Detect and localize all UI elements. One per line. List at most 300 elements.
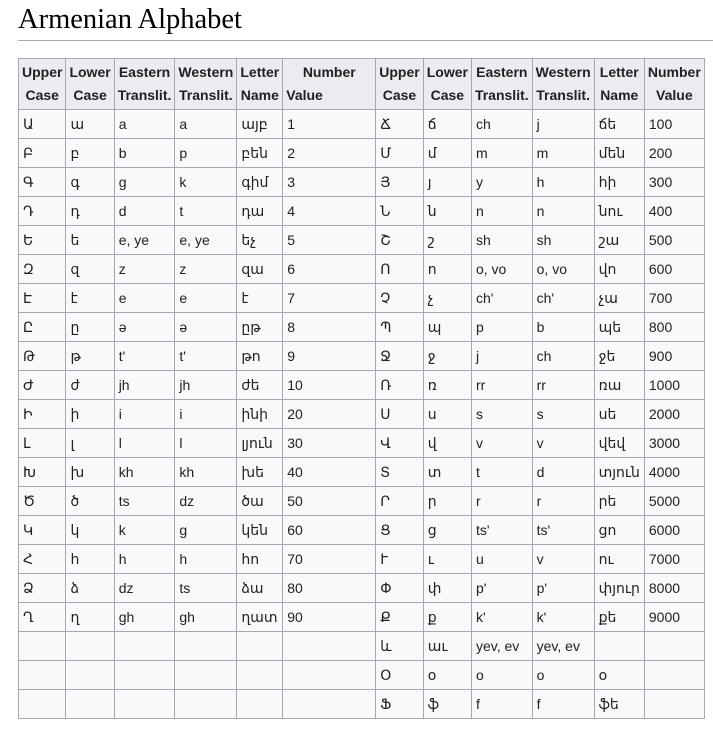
cell-left-western-translit: dz [175, 487, 237, 516]
cell-right-lower-case: ճ [423, 110, 471, 139]
cell-right-lower-case: ք [423, 603, 471, 632]
cell-right-upper-case: Օ [376, 661, 423, 690]
cell-right-letter-name: քե [594, 603, 644, 632]
cell-right-eastern-translit: m [471, 139, 532, 168]
cell-right-western-translit: k' [532, 603, 594, 632]
cell-left-number-value: 30 [283, 429, 376, 458]
cell-left-number-value: 90 [283, 603, 376, 632]
cell-left-eastern-translit [114, 632, 175, 661]
cell-left-eastern-translit: g [114, 168, 175, 197]
cell-right-letter-name: տյուն [594, 458, 644, 487]
header-line-1: Western [535, 64, 591, 80]
cell-right-eastern-translit: rr [471, 371, 532, 400]
cell-left-number-value: 70 [283, 545, 376, 574]
column-header-left-eastern-translit [114, 59, 175, 110]
cell-right-lower-case: փ [423, 574, 471, 603]
cell-left-eastern-translit: b [114, 139, 175, 168]
header-line-2: Case [73, 87, 107, 103]
cell-right-number-value: 4000 [644, 458, 704, 487]
cell-right-upper-case: Ճ [376, 110, 423, 139]
cell-left-number-value [283, 690, 376, 719]
cell-left-letter-name: թո [237, 342, 283, 371]
cell-left-letter-name: է [237, 284, 283, 313]
cell-left-western-translit: p [175, 139, 237, 168]
cell-right-number-value: 400 [644, 197, 704, 226]
cell-left-lower-case: թ [66, 342, 114, 371]
cell-right-eastern-translit: y [471, 168, 532, 197]
cell-right-upper-case: Ս [376, 400, 423, 429]
cell-right-western-translit: sh [532, 226, 594, 255]
cell-left-eastern-translit: e [114, 284, 175, 313]
cell-right-lower-case: ն [423, 197, 471, 226]
table-row [19, 139, 705, 168]
cell-left-western-translit: i [175, 400, 237, 429]
cell-right-lower-case: ւ [423, 545, 471, 574]
table-row [19, 516, 705, 545]
cell-left-lower-case: զ [66, 255, 114, 284]
cell-right-eastern-translit: yev, ev [471, 632, 532, 661]
column-header-right-number-value [644, 59, 704, 110]
cell-right-eastern-translit: ch [471, 110, 532, 139]
header-line-1: Number [302, 64, 356, 80]
cell-left-letter-name: խե [237, 458, 283, 487]
cell-left-western-translit [175, 632, 237, 661]
page-title: Armenian Alphabet [18, 4, 242, 35]
cell-right-western-translit: v [532, 545, 594, 574]
cell-right-western-translit: f [532, 690, 594, 719]
header-line-1: Western [178, 64, 234, 80]
cell-right-number-value: 500 [644, 226, 704, 255]
cell-left-lower-case: լ [66, 429, 114, 458]
cell-left-western-translit: ə [175, 313, 237, 342]
cell-right-lower-case: օ [423, 661, 471, 690]
header-line-1: Upper [379, 64, 420, 80]
cell-right-upper-case: Վ [376, 429, 423, 458]
cell-right-upper-case: Փ [376, 574, 423, 603]
cell-right-letter-name: ճե [594, 110, 644, 139]
cell-right-number-value: 6000 [644, 516, 704, 545]
cell-right-number-value [644, 690, 704, 719]
cell-left-letter-name: ժե [237, 371, 283, 400]
cell-left-number-value [283, 661, 376, 690]
cell-left-lower-case: խ [66, 458, 114, 487]
cell-right-eastern-translit: t [471, 458, 532, 487]
cell-right-number-value: 200 [644, 139, 704, 168]
cell-left-eastern-translit: ts [114, 487, 175, 516]
cell-right-western-translit: d [532, 458, 594, 487]
cell-right-western-translit: p' [532, 574, 594, 603]
header-line-2: Value [656, 87, 693, 103]
cell-left-upper-case: Ա [19, 110, 66, 139]
table-row [19, 313, 705, 342]
cell-right-upper-case: Ֆ [376, 690, 423, 719]
cell-right-lower-case: յ [423, 168, 471, 197]
cell-left-lower-case: ը [66, 313, 114, 342]
cell-left-western-translit: e, ye [175, 226, 237, 255]
cell-right-lower-case: վ [423, 429, 471, 458]
cell-right-letter-name: ջե [594, 342, 644, 371]
cell-left-lower-case [66, 661, 114, 690]
cell-left-eastern-translit: jh [114, 371, 175, 400]
cell-left-letter-name [237, 661, 283, 690]
cell-right-lower-case: ֆ [423, 690, 471, 719]
cell-right-letter-name: չա [594, 284, 644, 313]
cell-left-number-value: 1 [283, 110, 376, 139]
cell-left-upper-case [19, 661, 66, 690]
cell-left-upper-case: Կ [19, 516, 66, 545]
cell-right-western-translit: j [532, 110, 594, 139]
header-row [19, 59, 705, 110]
cell-left-letter-name: հո [237, 545, 283, 574]
table-row [19, 168, 705, 197]
cell-left-eastern-translit: ə [114, 313, 175, 342]
cell-right-upper-case: Ն [376, 197, 423, 226]
cell-left-eastern-translit: a [114, 110, 175, 139]
cell-right-letter-name: շա [594, 226, 644, 255]
cell-left-upper-case [19, 690, 66, 719]
cell-left-letter-name: գիմ [237, 168, 283, 197]
column-header-left-number-value [283, 59, 376, 110]
cell-right-number-value: 100 [644, 110, 704, 139]
table-row [19, 632, 705, 661]
cell-left-letter-name: զա [237, 255, 283, 284]
cell-left-lower-case: ձ [66, 574, 114, 603]
cell-right-eastern-translit: k' [471, 603, 532, 632]
cell-right-number-value: 300 [644, 168, 704, 197]
table-row [19, 429, 705, 458]
cell-right-lower-case: ց [423, 516, 471, 545]
cell-right-western-translit: ts' [532, 516, 594, 545]
header-line-2: Name [240, 87, 279, 103]
cell-right-letter-name: մեն [594, 139, 644, 168]
cell-right-western-translit: n [532, 197, 594, 226]
cell-left-lower-case [66, 632, 114, 661]
header-line-2: Translit. [179, 87, 233, 103]
cell-left-upper-case: Բ [19, 139, 66, 168]
table-body [19, 110, 705, 719]
cell-left-eastern-translit: kh [114, 458, 175, 487]
header-line-2: Translit. [474, 87, 529, 103]
cell-right-western-translit: h [532, 168, 594, 197]
cell-left-lower-case: է [66, 284, 114, 313]
cell-right-upper-case: Ք [376, 603, 423, 632]
cell-right-western-translit: v [532, 429, 594, 458]
cell-left-eastern-translit: h [114, 545, 175, 574]
cell-right-lower-case: ջ [423, 342, 471, 371]
cell-left-letter-name: եչ [237, 226, 283, 255]
header-line-1: Letter [599, 64, 639, 80]
header-line-2: Name [600, 87, 639, 103]
cell-left-western-translit: t' [175, 342, 237, 371]
table-row [19, 197, 705, 226]
table-row [19, 661, 705, 690]
cell-right-lower-case: աւ [423, 632, 471, 661]
cell-right-upper-case: Պ [376, 313, 423, 342]
cell-left-letter-name: ձա [237, 574, 283, 603]
cell-right-upper-case: Չ [376, 284, 423, 313]
cell-right-western-translit: s [532, 400, 594, 429]
armenian-alphabet-table [18, 58, 705, 719]
cell-right-number-value: 900 [644, 342, 704, 371]
cell-right-letter-name: օ [594, 661, 644, 690]
cell-left-western-translit: t [175, 197, 237, 226]
column-header-right-letter-name [594, 59, 644, 110]
cell-right-lower-case: շ [423, 226, 471, 255]
cell-left-upper-case: Ձ [19, 574, 66, 603]
column-header-left-western-translit [175, 59, 237, 110]
cell-right-eastern-translit: v [471, 429, 532, 458]
cell-left-western-translit: k [175, 168, 237, 197]
cell-right-letter-name: ու [594, 545, 644, 574]
column-header-left-upper-case [19, 59, 66, 110]
cell-right-upper-case: Յ [376, 168, 423, 197]
cell-left-eastern-translit: l [114, 429, 175, 458]
cell-right-upper-case: Ո [376, 255, 423, 284]
cell-left-western-translit: a [175, 110, 237, 139]
cell-left-number-value: 8 [283, 313, 376, 342]
cell-left-number-value: 20 [283, 400, 376, 429]
column-header-left-letter-name [237, 59, 283, 110]
cell-left-western-translit: kh [175, 458, 237, 487]
cell-left-upper-case: Լ [19, 429, 66, 458]
cell-right-letter-name: վո [594, 255, 644, 284]
cell-left-western-translit: l [175, 429, 237, 458]
cell-left-number-value: 9 [283, 342, 376, 371]
cell-left-letter-name: բեն [237, 139, 283, 168]
table-row [19, 110, 705, 139]
cell-right-western-translit: o, vo [532, 255, 594, 284]
cell-right-western-translit: ch [532, 342, 594, 371]
column-header-right-lower-case [423, 59, 471, 110]
cell-left-upper-case: Ղ [19, 603, 66, 632]
cell-right-number-value: 2000 [644, 400, 704, 429]
cell-right-letter-name: ցո [594, 516, 644, 545]
cell-left-western-translit [175, 661, 237, 690]
cell-right-upper-case: Տ [376, 458, 423, 487]
cell-right-eastern-translit: j [471, 342, 532, 371]
cell-right-lower-case: ս [423, 400, 471, 429]
column-header-left-lower-case [66, 59, 114, 110]
cell-left-upper-case: Խ [19, 458, 66, 487]
cell-left-western-translit: jh [175, 371, 237, 400]
cell-right-upper-case: Ջ [376, 342, 423, 371]
cell-left-upper-case [19, 632, 66, 661]
cell-left-upper-case: Ժ [19, 371, 66, 400]
cell-right-eastern-translit: s [471, 400, 532, 429]
cell-right-eastern-translit: r [471, 487, 532, 516]
cell-left-lower-case [66, 690, 114, 719]
cell-left-lower-case: ի [66, 400, 114, 429]
cell-right-upper-case: Ւ [376, 545, 423, 574]
table-row [19, 371, 705, 400]
cell-left-upper-case: Գ [19, 168, 66, 197]
cell-left-eastern-translit: k [114, 516, 175, 545]
column-header-right-eastern-translit [471, 59, 532, 110]
cell-left-letter-name: լյուն [237, 429, 283, 458]
table-row [19, 400, 705, 429]
cell-left-upper-case: Զ [19, 255, 66, 284]
cell-right-letter-name [594, 632, 644, 661]
cell-right-eastern-translit: sh [471, 226, 532, 255]
cell-right-eastern-translit: o, vo [471, 255, 532, 284]
cell-right-eastern-translit: u [471, 545, 532, 574]
cell-left-lower-case: ա [66, 110, 114, 139]
cell-left-number-value: 60 [283, 516, 376, 545]
table-row [19, 545, 705, 574]
cell-right-letter-name: վեվ [594, 429, 644, 458]
cell-right-lower-case: ռ [423, 371, 471, 400]
header-line-2: Case [382, 87, 417, 103]
cell-right-western-translit: yev, ev [532, 632, 594, 661]
cell-left-eastern-translit: e, ye [114, 226, 175, 255]
header-line-2: Case [25, 87, 59, 103]
cell-right-upper-case: Ր [376, 487, 423, 516]
table-row [19, 574, 705, 603]
cell-right-number-value: 9000 [644, 603, 704, 632]
cell-left-number-value: 6 [283, 255, 376, 284]
cell-right-letter-name: փյուր [594, 574, 644, 603]
cell-right-lower-case: մ [423, 139, 471, 168]
cell-left-number-value: 7 [283, 284, 376, 313]
cell-left-eastern-translit: t' [114, 342, 175, 371]
cell-left-eastern-translit: dz [114, 574, 175, 603]
cell-right-eastern-translit: p [471, 313, 532, 342]
cell-right-number-value: 800 [644, 313, 704, 342]
table-row [19, 255, 705, 284]
cell-left-western-translit: z [175, 255, 237, 284]
cell-left-lower-case: ժ [66, 371, 114, 400]
cell-left-letter-name: ղատ [237, 603, 283, 632]
cell-left-lower-case: բ [66, 139, 114, 168]
table-row [19, 342, 705, 371]
cell-left-number-value: 80 [283, 574, 376, 603]
header-line-1: Lower [426, 64, 468, 80]
cell-left-lower-case: կ [66, 516, 114, 545]
cell-left-upper-case: Ի [19, 400, 66, 429]
cell-right-number-value: 1000 [644, 371, 704, 400]
cell-left-eastern-translit: d [114, 197, 175, 226]
cell-left-upper-case: Ծ [19, 487, 66, 516]
table-row [19, 487, 705, 516]
cell-left-western-translit: g [175, 516, 237, 545]
cell-right-number-value: 8000 [644, 574, 704, 603]
header-line-1: Upper [22, 64, 63, 80]
cell-left-number-value: 50 [283, 487, 376, 516]
cell-right-eastern-translit: p' [471, 574, 532, 603]
cell-left-number-value [283, 632, 376, 661]
cell-right-eastern-translit: ts' [471, 516, 532, 545]
cell-left-letter-name [237, 632, 283, 661]
cell-left-upper-case: Ե [19, 226, 66, 255]
cell-left-letter-name: ինի [237, 400, 283, 429]
cell-right-upper-case: Ց [376, 516, 423, 545]
cell-left-lower-case: դ [66, 197, 114, 226]
cell-left-number-value: 5 [283, 226, 376, 255]
header-line-2: Value [286, 87, 323, 103]
cell-right-eastern-translit: o [471, 661, 532, 690]
cell-right-upper-case: Ռ [376, 371, 423, 400]
cell-left-number-value: 2 [283, 139, 376, 168]
cell-left-letter-name: կեն [237, 516, 283, 545]
cell-right-letter-name: ֆե [594, 690, 644, 719]
table-row [19, 690, 705, 719]
cell-right-number-value [644, 632, 704, 661]
cell-left-eastern-translit: gh [114, 603, 175, 632]
cell-right-letter-name: սե [594, 400, 644, 429]
cell-left-western-translit: gh [175, 603, 237, 632]
header-line-2: Translit. [117, 87, 172, 103]
cell-left-number-value: 4 [283, 197, 376, 226]
cell-right-number-value: 7000 [644, 545, 704, 574]
cell-right-lower-case: ր [423, 487, 471, 516]
cell-left-western-translit: h [175, 545, 237, 574]
cell-left-number-value: 40 [283, 458, 376, 487]
header-line-1: Eastern [118, 64, 171, 80]
cell-right-eastern-translit: f [471, 690, 532, 719]
cell-left-lower-case: ե [66, 226, 114, 255]
header-line-1: Lower [69, 64, 111, 80]
header-line-1: Number [647, 64, 701, 80]
header-line-1: Letter [240, 64, 280, 80]
title-divider [18, 40, 713, 41]
cell-right-lower-case: չ [423, 284, 471, 313]
header-line-1: Eastern [476, 64, 528, 80]
cell-right-western-translit: b [532, 313, 594, 342]
cell-right-number-value: 600 [644, 255, 704, 284]
cell-left-western-translit: ts [175, 574, 237, 603]
cell-left-lower-case: գ [66, 168, 114, 197]
cell-right-upper-case: Մ [376, 139, 423, 168]
cell-left-upper-case: Է [19, 284, 66, 313]
cell-right-lower-case: պ [423, 313, 471, 342]
cell-left-eastern-translit [114, 690, 175, 719]
cell-right-eastern-translit: n [471, 197, 532, 226]
table-row [19, 603, 705, 632]
cell-left-lower-case: ծ [66, 487, 114, 516]
cell-left-upper-case: Ը [19, 313, 66, 342]
cell-left-number-value: 10 [283, 371, 376, 400]
cell-right-western-translit: r [532, 487, 594, 516]
cell-left-letter-name: այբ [237, 110, 283, 139]
cell-right-letter-name: պե [594, 313, 644, 342]
cell-right-letter-name: րե [594, 487, 644, 516]
column-header-right-western-translit [532, 59, 594, 110]
cell-right-number-value: 3000 [644, 429, 704, 458]
table-row [19, 284, 705, 313]
cell-left-eastern-translit: z [114, 255, 175, 284]
cell-left-letter-name: ծա [237, 487, 283, 516]
cell-left-upper-case: Հ [19, 545, 66, 574]
cell-right-upper-case: և [376, 632, 423, 661]
table-row [19, 458, 705, 487]
cell-right-lower-case: տ [423, 458, 471, 487]
cell-left-letter-name [237, 690, 283, 719]
header-line-2: Case [430, 87, 465, 103]
column-header-right-upper-case [376, 59, 423, 110]
cell-left-eastern-translit: i [114, 400, 175, 429]
cell-left-letter-name: ըթ [237, 313, 283, 342]
cell-left-western-translit [175, 690, 237, 719]
cell-left-eastern-translit [114, 661, 175, 690]
cell-right-western-translit: ch' [532, 284, 594, 313]
cell-right-western-translit: rr [532, 371, 594, 400]
cell-left-lower-case: ղ [66, 603, 114, 632]
cell-right-number-value: 5000 [644, 487, 704, 516]
cell-right-lower-case: ո [423, 255, 471, 284]
cell-right-number-value: 700 [644, 284, 704, 313]
cell-right-letter-name: ռա [594, 371, 644, 400]
cell-right-number-value [644, 661, 704, 690]
